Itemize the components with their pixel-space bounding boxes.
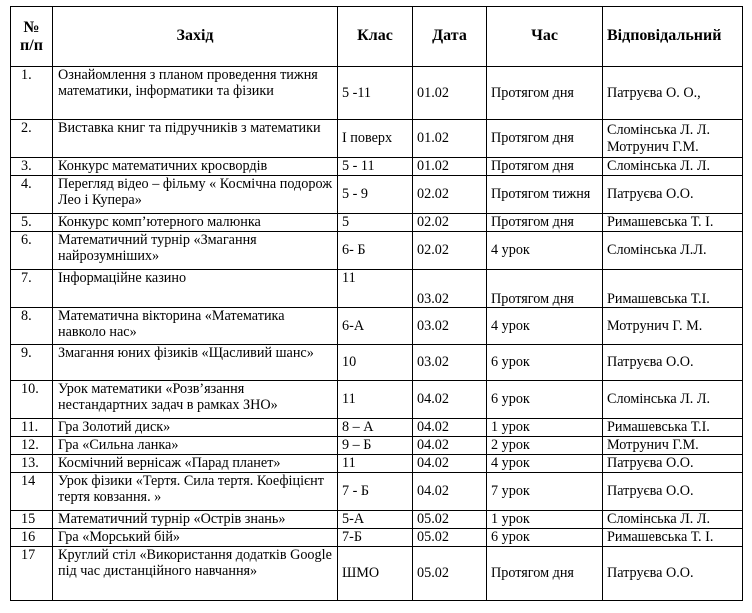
row-date: 02.02 [413, 232, 487, 270]
table-row [11, 270, 743, 308]
header-date: Дата [413, 7, 487, 67]
row-date: 02.02 [413, 214, 487, 232]
row-time: Протягом дня [487, 214, 603, 232]
row-number: 4. [11, 176, 53, 214]
table-row [11, 511, 743, 529]
row-time: Протягом дня [487, 270, 603, 308]
row-date: 04.02 [413, 473, 487, 511]
row-time: 6 урок [487, 345, 603, 381]
table-row [11, 308, 743, 345]
table-row [11, 547, 743, 601]
row-responsible: Патруєва О.О. [603, 473, 743, 511]
row-responsible: Мотрунич Г. М. [603, 308, 743, 345]
row-number: 8. [11, 308, 53, 345]
row-date: 04.02 [413, 455, 487, 473]
row-time: 1 урок [487, 419, 603, 437]
row-class: 6- Б [338, 232, 413, 270]
row-event: Конкурс математичних кросвордів [53, 158, 338, 176]
header-class: Клас [338, 7, 413, 67]
row-class: 5 -11 [338, 67, 413, 120]
row-class: 5 - 9 [338, 176, 413, 214]
row-event: Космічний вернісаж «Парад планет» [53, 455, 338, 473]
row-date: 04.02 [413, 419, 487, 437]
row-class: 7-Б [338, 529, 413, 547]
row-number: 16 [11, 529, 53, 547]
row-event: Математичний турнір «Острів знань» [53, 511, 338, 529]
row-event: Ознайомлення з планом проведення тижня математики, інформатики та фізики [53, 67, 338, 120]
row-responsible: Римашевська Т.І. [603, 419, 743, 437]
row-class: 5-А [338, 511, 413, 529]
schedule-table [10, 6, 743, 601]
table-row [11, 437, 743, 455]
row-event: Перегляд відео – фільму « Космічна подорож Лео і Купера» [53, 176, 338, 214]
row-responsible: Патруєва О.О. [603, 176, 743, 214]
row-time: Протягом тижня [487, 176, 603, 214]
row-time: 4 урок [487, 232, 603, 270]
row-date: 01.02 [413, 158, 487, 176]
row-number: 12. [11, 437, 53, 455]
table-row [11, 214, 743, 232]
table-row [11, 455, 743, 473]
table-row [11, 419, 743, 437]
row-responsible: Сломінська Л. Л. [603, 511, 743, 529]
table-row [11, 120, 743, 158]
table-row [11, 529, 743, 547]
row-responsible: Римашевська Т. І. [603, 214, 743, 232]
table-row [11, 158, 743, 176]
row-date: 05.02 [413, 547, 487, 601]
row-class: 8 – А [338, 419, 413, 437]
row-number: 5. [11, 214, 53, 232]
row-date: 01.02 [413, 67, 487, 120]
row-event: Урок фізики «Тертя. Сила тертя. Коефіцієнт тертя ковзання. » [53, 473, 338, 511]
row-responsible: Сломінська Л. Л. [603, 158, 743, 176]
row-class: 10 [338, 345, 413, 381]
row-time: 6 урок [487, 529, 603, 547]
row-event: Конкурс комп’ютерного малюнка [53, 214, 338, 232]
header-number: № п/п [11, 7, 53, 67]
header-time: Час [487, 7, 603, 67]
header-event: Захід [53, 7, 338, 67]
row-time: 2 урок [487, 437, 603, 455]
row-number: 7. [11, 270, 53, 308]
row-responsible: Римашевська Т.І. [603, 270, 743, 308]
row-time: 1 урок [487, 511, 603, 529]
table-row [11, 473, 743, 511]
row-event: Математичний турнір «Змагання найрозумніших» [53, 232, 338, 270]
row-class: ШМО [338, 547, 413, 601]
row-number: 17 [11, 547, 53, 601]
row-time: Протягом дня [487, 67, 603, 120]
table-row [11, 232, 743, 270]
row-number: 15 [11, 511, 53, 529]
row-time: Протягом дня [487, 158, 603, 176]
row-time: 4 урок [487, 455, 603, 473]
row-number: 3. [11, 158, 53, 176]
row-event: Інформаційне казино [53, 270, 338, 308]
row-event: Виставка книг та підручників з математики [53, 120, 338, 158]
row-date: 02.02 [413, 176, 487, 214]
row-event: Математична вікторина «Математика навколо нас» [53, 308, 338, 345]
row-responsible: Мотрунич Г.М. [603, 437, 743, 455]
row-responsible: Патруєва О. О., [603, 67, 743, 120]
row-date: 01.02 [413, 120, 487, 158]
row-responsible: Римашевська Т. І. [603, 529, 743, 547]
row-responsible: Сломінська Л. Л. [603, 381, 743, 419]
row-class: 5 - 11 [338, 158, 413, 176]
row-responsible: Сломінська Л. Л. Мотрунич Г.М. [603, 120, 743, 158]
row-number: 2. [11, 120, 53, 158]
row-class: 6-А [338, 308, 413, 345]
row-class: 11 [338, 270, 413, 308]
row-time: 6 урок [487, 381, 603, 419]
row-event: Гра «Морський бій» [53, 529, 338, 547]
table-row [11, 345, 743, 381]
row-class: 7 - Б [338, 473, 413, 511]
table-row [11, 176, 743, 214]
table-row [11, 381, 743, 419]
row-event: Круглий стіл «Використання додатків Google під час дистанційного навчання» [53, 547, 338, 601]
row-class: 11 [338, 381, 413, 419]
row-date: 03.02 [413, 308, 487, 345]
row-number: 13. [11, 455, 53, 473]
row-time: Протягом дня [487, 120, 603, 158]
row-date: 05.02 [413, 529, 487, 547]
row-class: І поверх [338, 120, 413, 158]
row-number: 10. [11, 381, 53, 419]
row-date: 03.02 [413, 270, 487, 308]
row-date: 05.02 [413, 511, 487, 529]
row-responsible: Патруєва О.О. [603, 547, 743, 601]
row-date: 04.02 [413, 381, 487, 419]
row-responsible: Патруєва О.О. [603, 345, 743, 381]
row-number: 9. [11, 345, 53, 381]
row-class: 11 [338, 455, 413, 473]
row-date: 04.02 [413, 437, 487, 455]
row-responsible: Сломінська Л.Л. [603, 232, 743, 270]
row-time: 7 урок [487, 473, 603, 511]
row-class: 5 [338, 214, 413, 232]
header-row [11, 7, 743, 67]
row-time: Протягом дня [487, 547, 603, 601]
row-time: 4 урок [487, 308, 603, 345]
row-number: 1. [11, 67, 53, 120]
table-row [11, 67, 743, 120]
row-class: 9 – Б [338, 437, 413, 455]
row-event: Урок математики «Розв’язання нестандартних задач в рамках ЗНО» [53, 381, 338, 419]
header-responsible: Відповідальний [603, 7, 743, 67]
row-responsible: Патруєва О.О. [603, 455, 743, 473]
row-date: 03.02 [413, 345, 487, 381]
row-number: 14 [11, 473, 53, 511]
row-event: Змагання юних фізиків «Щасливий шанс» [53, 345, 338, 381]
row-event: Гра «Сильна ланка» [53, 437, 338, 455]
row-number: 6. [11, 232, 53, 270]
row-number: 11. [11, 419, 53, 437]
row-event: Гра Золотий диск» [53, 419, 338, 437]
